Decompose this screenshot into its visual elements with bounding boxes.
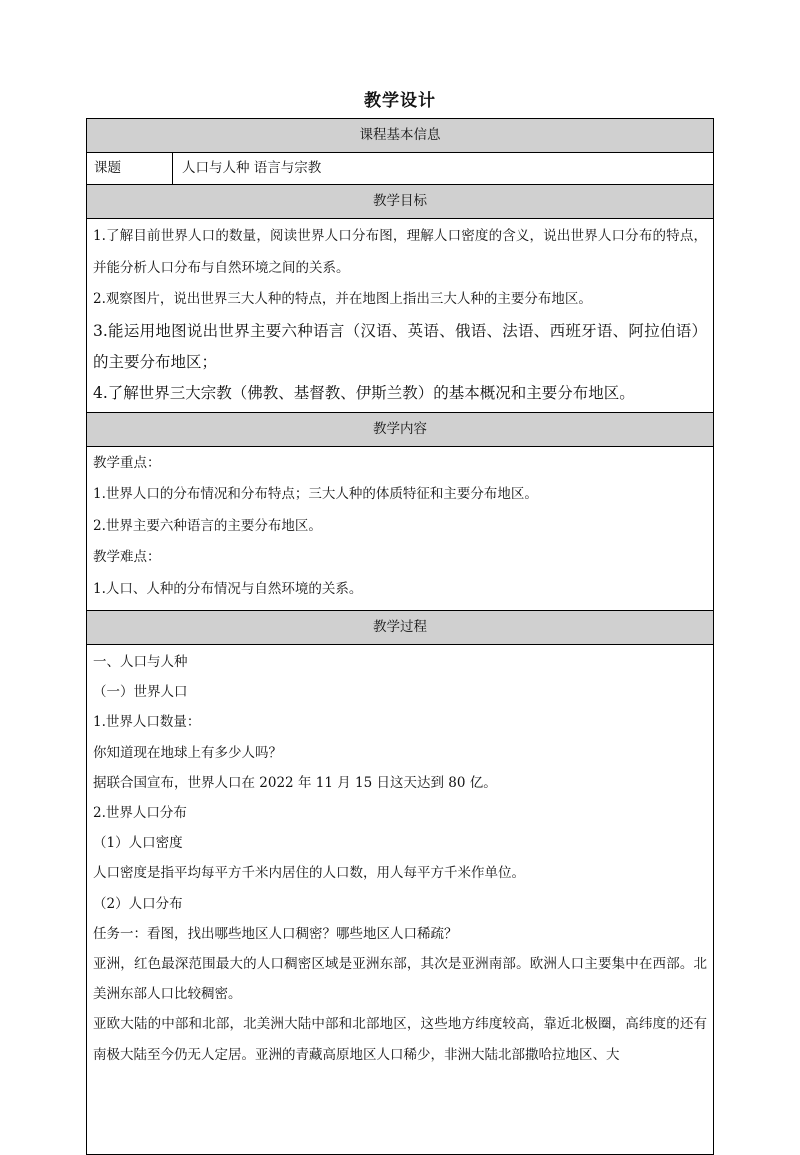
page-title: 教学设计 [364,91,436,111]
lesson-plan-table [86,118,714,1155]
key-points-label: 教学重点： [93,454,161,471]
process-line: （2）人口分布 [93,895,183,912]
process-line: （一）世界人口 [93,684,188,701]
process-line: （1）人口密度 [93,835,183,852]
process-line: 2.世界人口分布 [93,805,187,822]
process-line: 1.世界人口数量： [93,714,201,731]
objectives-header: 教学目标 [87,185,713,219]
difficulty-item: 1.人口、人种的分布情况与自然环境的关系。 [93,580,363,597]
objective-item: 1.了解目前世界人口的数量，阅读世界人口分布图，理解人口密度的含义，说出世界人口分布的特点，并能分析人口分布与自然环境之间的关系。 [93,228,707,276]
process-line: 亚欧大陆的中部和北部，北美洲大陆中部和北部地区，这些地方纬度较高，靠近北极圈，高纬度的还有南极大陆至今仍无人定居。亚洲的青藏高原地区人口稀少，非洲大陆北部撒哈拉地区、大 [93,1016,707,1063]
process-line: 一、人口与人种 [93,654,188,670]
objective-item: 4.了解世界三大宗教（佛教、基督教、伊斯兰教）的基本概况和主要分布地区。 [93,383,635,402]
content-section [87,447,713,612]
topic-row [87,153,713,185]
objective-item: 2.观察图片，说出世界三大人种的特点，并在地图上指出三大人种的主要分布地区。 [93,291,592,307]
objectives-section [87,219,713,413]
process-line: 人口密度是指平均每平方千米内居住的人口数，用人每平方千米作单位。 [93,865,525,882]
key-point-item: 2.世界主要六种语言的主要分布地区。 [93,517,322,534]
objective-item: 3.能运用地图说出世界主要六种语言（汉语、英语、俄语、法语、西班牙语、阿拉伯语）的主要分布地区； [93,321,707,371]
process-line: 任务一：看图，找出哪些地区人口稠密？哪些地区人口稀疏？ [93,925,458,942]
key-point-item: 1.世界人口的分布情况和分布特点；三大人种的体质特征和主要分布地区。 [93,486,538,502]
topic-value: 人口与人种 语言与宗教 [182,160,322,176]
process-line: 据联合国宣布，世界人口在 2022 年 11 月 15 日这天达到 80 亿。 [93,774,497,791]
process-section [87,645,713,1154]
process-header: 教学过程 [87,611,713,645]
difficulties-label: 教学难点： [93,549,161,565]
topic-label: 课题 [87,153,173,184]
process-line: 你知道现在地球上有多少人吗？ [93,744,282,761]
content-header: 教学内容 [87,413,713,447]
basic-info-header: 课程基本信息 [87,119,713,153]
process-line: 亚洲，红色最深范围最大的人口稠密区域是亚洲东部，其次是亚洲南部。欧洲人口主要集中在西部。北美洲东部人口比较稠密。 [93,956,707,1003]
